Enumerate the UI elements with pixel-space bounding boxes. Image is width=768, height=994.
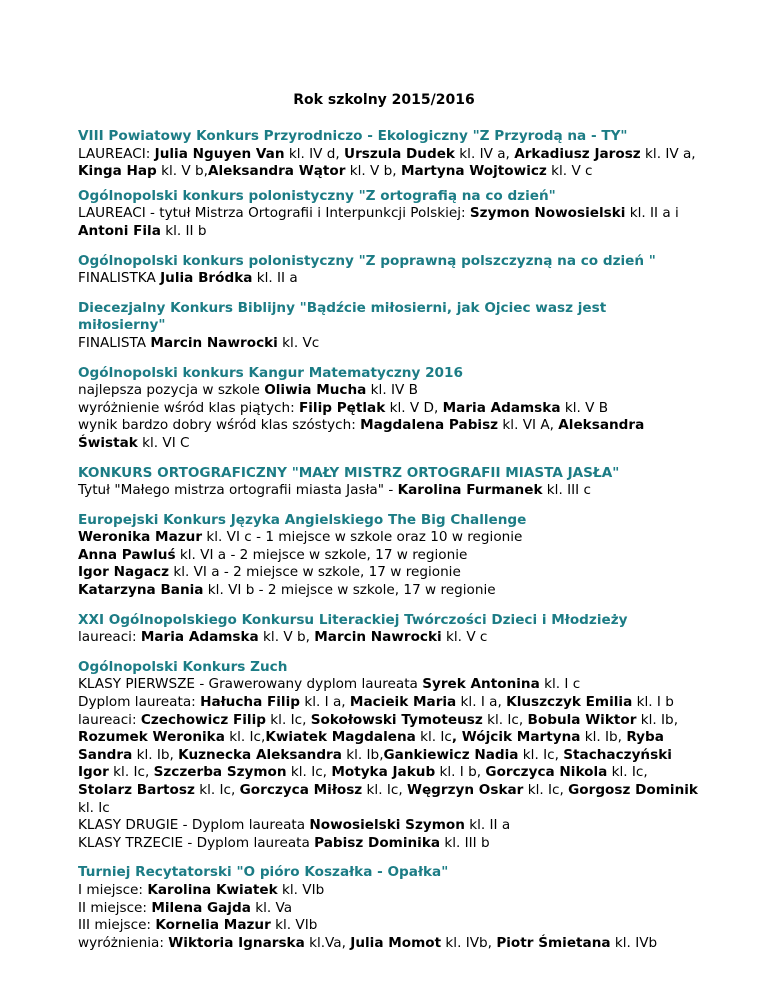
award-text: KLASY TRZECIE - Dyplom laureata bbox=[78, 834, 315, 851]
award-text: kl. Ic, bbox=[607, 764, 648, 781]
laureate-name: Karolina Furmanek bbox=[397, 482, 543, 499]
laureate-name: Gorczyca Miłosz bbox=[239, 782, 363, 798]
award-text: kl. VI b - 2 miejsce w szkole, 17 w regionie bbox=[203, 582, 496, 599]
award-text: kl. II a bbox=[252, 270, 298, 287]
award-text: kl. II a i bbox=[625, 205, 679, 222]
laureate-name: Magdalena Pabisz bbox=[360, 417, 499, 434]
award-section bbox=[78, 128, 698, 181]
award-text: kl. Ic, bbox=[523, 782, 569, 798]
award-line bbox=[78, 694, 698, 712]
award-section bbox=[78, 465, 698, 500]
laureate-name: Milena Gajda bbox=[151, 899, 251, 916]
laureate-name: Nowosielski Szymon bbox=[309, 817, 465, 834]
document-content bbox=[78, 128, 698, 964]
laureate-name: Węgrzyn Oskar bbox=[406, 782, 524, 798]
laureate-name: Gankiewicz Nadia bbox=[383, 746, 519, 763]
laureate-name: Ryba Sandra bbox=[78, 729, 664, 763]
award-text: kl. I a, bbox=[456, 694, 507, 711]
laureate-name: Szymon Nowosielski bbox=[469, 205, 626, 222]
award-text: kl. Va bbox=[250, 899, 293, 916]
laureate-name: Igor Nagacz bbox=[78, 564, 169, 581]
award-line bbox=[78, 917, 698, 935]
laureate-name: Kluszczyk Emilia bbox=[506, 694, 633, 711]
award-text: kl. Ib, bbox=[580, 729, 627, 746]
laureate-name: Aleksandra Wątor bbox=[207, 163, 346, 180]
laureate-name: Sokołowski Tymoteusz bbox=[310, 711, 483, 728]
award-text: kl. V b, bbox=[345, 163, 401, 180]
award-text: kl. Ic, bbox=[518, 746, 564, 763]
laureate-name: Kuznecka Aleksandra bbox=[178, 746, 342, 763]
section-heading: Ogólnopolski Konkurs Zuch bbox=[78, 658, 288, 675]
laureate-name: Karolina Kwiatek bbox=[147, 881, 278, 898]
award-section bbox=[78, 512, 698, 600]
award-text: kl. VIb bbox=[270, 917, 318, 934]
laureate-name: Rozumek Weronika bbox=[78, 729, 225, 746]
section-heading: Ogólnopolski konkurs polonistyczny "Z poprawną polszczyzną na co dzień " bbox=[78, 252, 656, 269]
laureate-name: Stachaczyński Igor bbox=[78, 746, 672, 781]
award-text: kl. Ib, bbox=[341, 746, 384, 763]
award-line bbox=[78, 676, 698, 694]
award-line bbox=[78, 529, 698, 547]
award-text: kl. VI c - 1 miejsce w szkole oraz 10 w regionie bbox=[202, 529, 523, 546]
award-text: Tytuł "Małego mistrza ortografii miasta Jasła" - bbox=[78, 482, 398, 499]
award-text: kl. Ic bbox=[415, 729, 452, 746]
award-line bbox=[78, 205, 698, 240]
laureate-name: Weronika Mazur bbox=[78, 529, 203, 546]
award-text: kl. IV d, bbox=[284, 145, 345, 162]
section-heading: Turniej Recytatorski "O pióro Koszałka - Opałka" bbox=[78, 864, 449, 881]
award-text: kl. I b, bbox=[435, 764, 486, 781]
award-text: kl. V B bbox=[560, 399, 609, 416]
award-section bbox=[78, 659, 698, 853]
award-text: FINALISTKA bbox=[78, 270, 161, 287]
award-text: III miejsce: bbox=[78, 917, 156, 934]
award-line bbox=[78, 417, 698, 452]
laureate-name: Julia Nguyen Van bbox=[154, 145, 285, 162]
award-text: wyróżnienie wśród klas piątych: bbox=[78, 399, 299, 416]
award-text: kl. Ib, bbox=[636, 711, 679, 728]
award-line bbox=[78, 400, 698, 418]
award-text: kl. Ic, bbox=[194, 782, 240, 798]
award-text: wynik bardzo dobry wśród klas szóstych: bbox=[78, 417, 361, 434]
laureate-name: Marcin Nawrocki bbox=[314, 629, 442, 646]
laureate-name: Motyka Jakub bbox=[331, 764, 436, 781]
award-text: kl. VIb bbox=[277, 881, 325, 898]
award-text: kl. I a, bbox=[300, 694, 350, 711]
award-line bbox=[78, 900, 698, 918]
award-text: kl. VI a - 2 miejsce w szkole, 17 w regionie bbox=[169, 564, 461, 581]
award-text: kl. V c bbox=[441, 629, 488, 646]
award-section bbox=[78, 253, 698, 288]
section-heading: Europejski Konkurs Języka Angielskiego The Big Challenge bbox=[78, 511, 527, 528]
laureate-name: Martyna Wojtowicz bbox=[400, 163, 547, 180]
award-text: II miejsce: bbox=[78, 899, 152, 916]
laureate-name: Arkadiusz Jarosz bbox=[514, 145, 641, 162]
laureate-name: Pabisz Dominika bbox=[314, 834, 441, 851]
award-text: KLASY DRUGIE - Dyplom laureata bbox=[78, 817, 310, 834]
laureate-name: Syrek Antonina bbox=[422, 676, 540, 693]
section-heading: Ogólnopolski konkurs polonistyczny "Z ortografią na co dzień" bbox=[78, 187, 556, 204]
award-line bbox=[78, 482, 698, 500]
award-text: kl. Ic, bbox=[286, 764, 332, 781]
award-text: KLASY PIERWSZE - Grawerowany dyplom laureata bbox=[78, 676, 423, 693]
award-text: LAUREACI - tytuł Mistrza Ortografii i Interpunkcji Polskiej: bbox=[78, 205, 470, 222]
award-line bbox=[78, 146, 698, 181]
award-line bbox=[78, 547, 698, 565]
award-text: najlepsza pozycja w szkole bbox=[78, 382, 265, 399]
award-text: kl. V b, bbox=[156, 163, 208, 180]
laureate-name: Kornelia Mazur bbox=[155, 917, 271, 934]
award-text: kl. II b bbox=[160, 222, 207, 239]
award-line bbox=[78, 817, 698, 835]
award-text: kl. III b bbox=[440, 834, 490, 851]
award-text: kl. III c bbox=[542, 482, 591, 499]
award-text: kl. Ic, bbox=[362, 782, 407, 798]
laureate-name: Oliwia Mucha bbox=[264, 382, 367, 399]
section-heading: VIII Powiatowy Konkurs Przyrodniczo - Ekologiczny "Z Przyrodą na - TY" bbox=[78, 128, 628, 144]
award-line bbox=[78, 335, 698, 353]
award-text: wyróżnienia: bbox=[78, 934, 169, 951]
laureate-name: Anna Pawluś bbox=[78, 546, 176, 563]
laureate-name: Marcin Nawrocki bbox=[150, 334, 278, 351]
award-text: kl. II a bbox=[464, 817, 511, 834]
award-text: kl. IV a, bbox=[454, 145, 515, 162]
award-text: kl. VI a - 2 miejsce w szkole, 17 w regionie bbox=[175, 546, 468, 563]
laureate-name: Aleksandra Świstak bbox=[78, 417, 645, 451]
award-text: kl. V D, bbox=[385, 399, 443, 416]
award-section bbox=[78, 188, 698, 241]
laureate-name: Maria Adamska bbox=[140, 629, 259, 646]
award-line bbox=[78, 835, 698, 853]
award-text: kl. Ic, bbox=[224, 729, 266, 746]
laureate-name: Julia Momot bbox=[350, 934, 442, 951]
laureate-name: Katarzyna Bania bbox=[78, 582, 204, 599]
section-heading: KONKURS ORTOGRAFICZNY "MAŁY MISTRZ ORTOGRAFII MIASTA JASŁA" bbox=[78, 464, 620, 481]
laureate-name: Piotr Śmietana bbox=[496, 934, 611, 951]
laureate-name: Kinga Hap bbox=[78, 163, 157, 180]
award-line bbox=[78, 582, 698, 600]
laureate-name: Kwiatek Magdalena bbox=[265, 729, 416, 746]
award-section bbox=[78, 365, 698, 453]
laureate-name: Szczerba Szymon bbox=[153, 764, 287, 781]
award-text: kl. V c bbox=[546, 163, 593, 180]
laureate-name: Gorczyca Nikola bbox=[485, 764, 608, 781]
award-text: Dyplom laureata: bbox=[78, 694, 201, 711]
award-text: kl. IV B bbox=[366, 382, 418, 399]
section-heading: XXI Ogólnopolskiego Konkursu Literackiej Twórczości Dzieci i Młodzieży bbox=[78, 611, 628, 628]
laureate-name: Bobula Wiktor bbox=[527, 711, 637, 728]
award-line bbox=[78, 382, 698, 400]
award-text: kl. VI A, bbox=[498, 417, 559, 434]
section-heading: Diecezjalny Konkurs Biblijny "Bądźcie miłosierni, jak Ojciec wasz jest miłosierny" bbox=[78, 299, 607, 334]
award-text: kl. Ic, bbox=[265, 711, 311, 728]
award-line bbox=[78, 882, 698, 900]
laureate-name: Filip Pętlak bbox=[298, 399, 386, 416]
award-text: kl. V b, bbox=[258, 629, 315, 646]
award-text: kl. Ic, bbox=[108, 764, 154, 781]
award-text: laureaci: bbox=[78, 629, 141, 646]
award-text: kl. Ic, bbox=[482, 711, 528, 728]
award-line bbox=[78, 935, 698, 953]
award-text: kl. Ib, bbox=[132, 746, 179, 763]
laureate-name: Julia Bródka bbox=[160, 270, 253, 287]
award-text: kl. IV a, bbox=[640, 145, 696, 162]
award-text: kl. IVb, bbox=[441, 934, 497, 951]
award-section bbox=[78, 864, 698, 952]
laureate-name: Stolarz Bartosz bbox=[78, 782, 195, 798]
award-line bbox=[78, 712, 698, 818]
award-text: kl. IVb bbox=[610, 934, 658, 951]
award-text: LAUREACI: bbox=[78, 145, 155, 162]
award-text: FINALISTA bbox=[78, 334, 151, 351]
laureate-name: , Wójcik Martyna bbox=[451, 729, 581, 746]
page-title: Rok szkolny 2015/2016 bbox=[293, 92, 475, 108]
award-text: kl. I c bbox=[539, 676, 581, 693]
award-line bbox=[78, 629, 698, 647]
award-text: laureaci: bbox=[78, 711, 141, 728]
award-line bbox=[78, 564, 698, 582]
award-text: kl.Va, bbox=[304, 934, 351, 951]
award-line bbox=[78, 270, 698, 288]
laureate-name: Maria Adamska bbox=[442, 399, 561, 416]
laureate-name: Urszula Dudek bbox=[344, 145, 455, 162]
award-section bbox=[78, 300, 698, 353]
award-text: kl. Vc bbox=[277, 334, 320, 351]
award-section bbox=[78, 612, 698, 647]
laureate-name: Czechowicz Filip bbox=[140, 711, 266, 728]
section-heading: Ogólnopolski konkurs Kangur Matematyczny 2016 bbox=[78, 364, 463, 381]
laureate-name: Macieik Maria bbox=[349, 694, 457, 711]
laureate-name: Hałucha Filip bbox=[200, 694, 300, 711]
laureate-name: Gorgosz Dominik bbox=[568, 782, 698, 798]
award-text: kl. VI C bbox=[137, 434, 190, 451]
laureate-name: Antoni Fila bbox=[78, 222, 161, 239]
award-text: I miejsce: bbox=[78, 881, 148, 898]
award-text: kl. Ic bbox=[78, 799, 110, 816]
award-text: kl. I b bbox=[632, 694, 674, 711]
laureate-name: Wiktoria Ignarska bbox=[168, 934, 305, 951]
